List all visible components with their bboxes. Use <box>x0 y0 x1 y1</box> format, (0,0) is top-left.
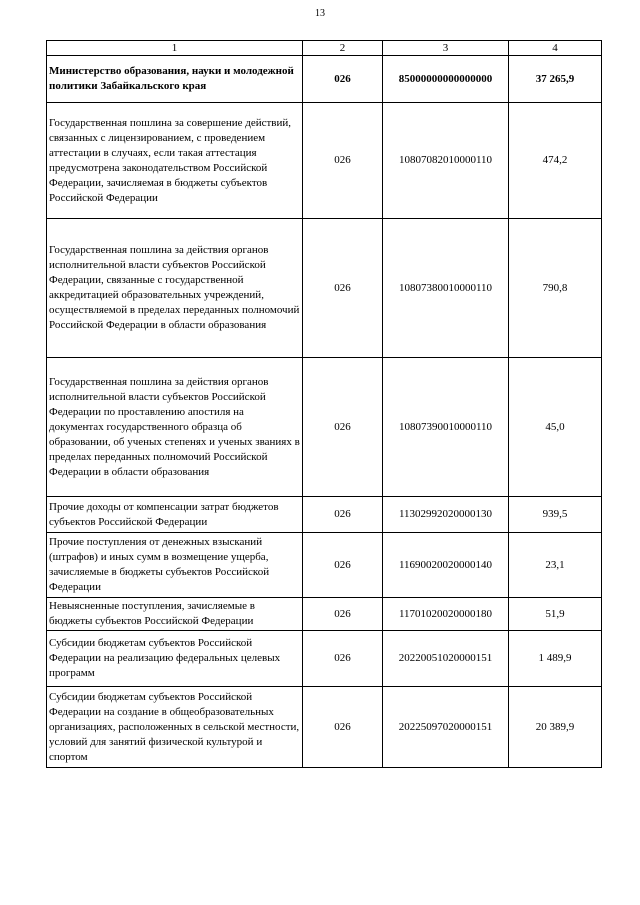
column-header-2: 2 <box>303 41 383 56</box>
revenue-name: Прочие доходы от компенсации затрат бюджетов субъектов Российской Федерации <box>47 497 303 533</box>
amount: 790,8 <box>509 219 602 358</box>
table-row <box>47 598 602 631</box>
page-number: 13 <box>315 8 325 19</box>
amount: 1 489,9 <box>509 631 602 687</box>
amount: 474,2 <box>509 103 602 219</box>
amount: 51,9 <box>509 598 602 631</box>
budget-classification-code: 10807390010000110 <box>383 358 509 497</box>
table-row <box>47 219 602 358</box>
budget-classification-code: 11302992020000130 <box>383 497 509 533</box>
admin-code: 026 <box>303 219 383 358</box>
column-header-3: 3 <box>383 41 509 56</box>
budget-classification-code: 11701020020000180 <box>383 598 509 631</box>
table-row <box>47 533 602 598</box>
admin-code: 026 <box>303 497 383 533</box>
revenue-name: Государственная пошлина за действия органов исполнительной власти субъектов Российской Федерации, связанные с государственной аккредитацией образовательных учреждений, осуществляемой в пределах переданных полномочий Российской Федерации в области образования <box>47 219 303 358</box>
budget-classification-code: 10807082010000110 <box>383 103 509 219</box>
amount: 45,0 <box>509 358 602 497</box>
table-row <box>47 687 602 768</box>
revenue-name: Субсидии бюджетам субъектов Российской Федерации на создание в общеобразовательных организациях, расположенных в сельской местности, условий для занятий физической культурой и спортом <box>47 687 303 768</box>
table-row <box>47 103 602 219</box>
budget-classification-code: 10807380010000110 <box>383 219 509 358</box>
revenue-name: Прочие поступления от денежных взысканий (штрафов) и иных сумм в возмещение ущерба, зачисляемые в бюджеты субъектов Российской Федерации <box>47 533 303 598</box>
revenue-name: Государственная пошлина за совершение действий, связанных с лицензированием, с проведением аттестации в случаях, если такая аттестация предусмотрена законодательством Российской Федерации, зачисляемая в бюджеты субъектов Российской Федерации <box>47 103 303 219</box>
revenue-name: Государственная пошлина за действия органов исполнительной власти субъектов Российской Федерации по проставлению апостиля на документах государственного образца об образовании, об ученых степенях и ученых званиях в пределах переданных полномочий Российской Федерации в области образования <box>47 358 303 497</box>
table-row <box>47 497 602 533</box>
table-row <box>47 358 602 497</box>
admin-code: 026 <box>303 358 383 497</box>
table-row-ministry <box>47 56 602 103</box>
admin-code: 026 <box>303 687 383 768</box>
revenue-name: Субсидии бюджетам субъектов Российской Федерации на реализацию федеральных целевых программ <box>47 631 303 687</box>
column-header-1: 1 <box>47 41 303 56</box>
column-header-4: 4 <box>509 41 602 56</box>
budget-revenue-table <box>46 40 602 768</box>
budget-classification-code: 20220051020000151 <box>383 631 509 687</box>
admin-code: 026 <box>303 533 383 598</box>
amount: 37 265,9 <box>509 56 602 103</box>
admin-code: 026 <box>303 56 383 103</box>
amount: 23,1 <box>509 533 602 598</box>
table-header-row <box>47 41 602 56</box>
admin-code: 026 <box>303 598 383 631</box>
budget-classification-code: 11690020020000140 <box>383 533 509 598</box>
amount: 939,5 <box>509 497 602 533</box>
admin-code: 026 <box>303 103 383 219</box>
revenue-name: Министерство образования, науки и молодежной политики Забайкальского края <box>47 56 303 103</box>
revenue-name: Невыясненные поступления, зачисляемые в бюджеты субъектов Российской Федерации <box>47 598 303 631</box>
budget-classification-code: 85000000000000000 <box>383 56 509 103</box>
admin-code: 026 <box>303 631 383 687</box>
table-row <box>47 631 602 687</box>
amount: 20 389,9 <box>509 687 602 768</box>
budget-classification-code: 20225097020000151 <box>383 687 509 768</box>
